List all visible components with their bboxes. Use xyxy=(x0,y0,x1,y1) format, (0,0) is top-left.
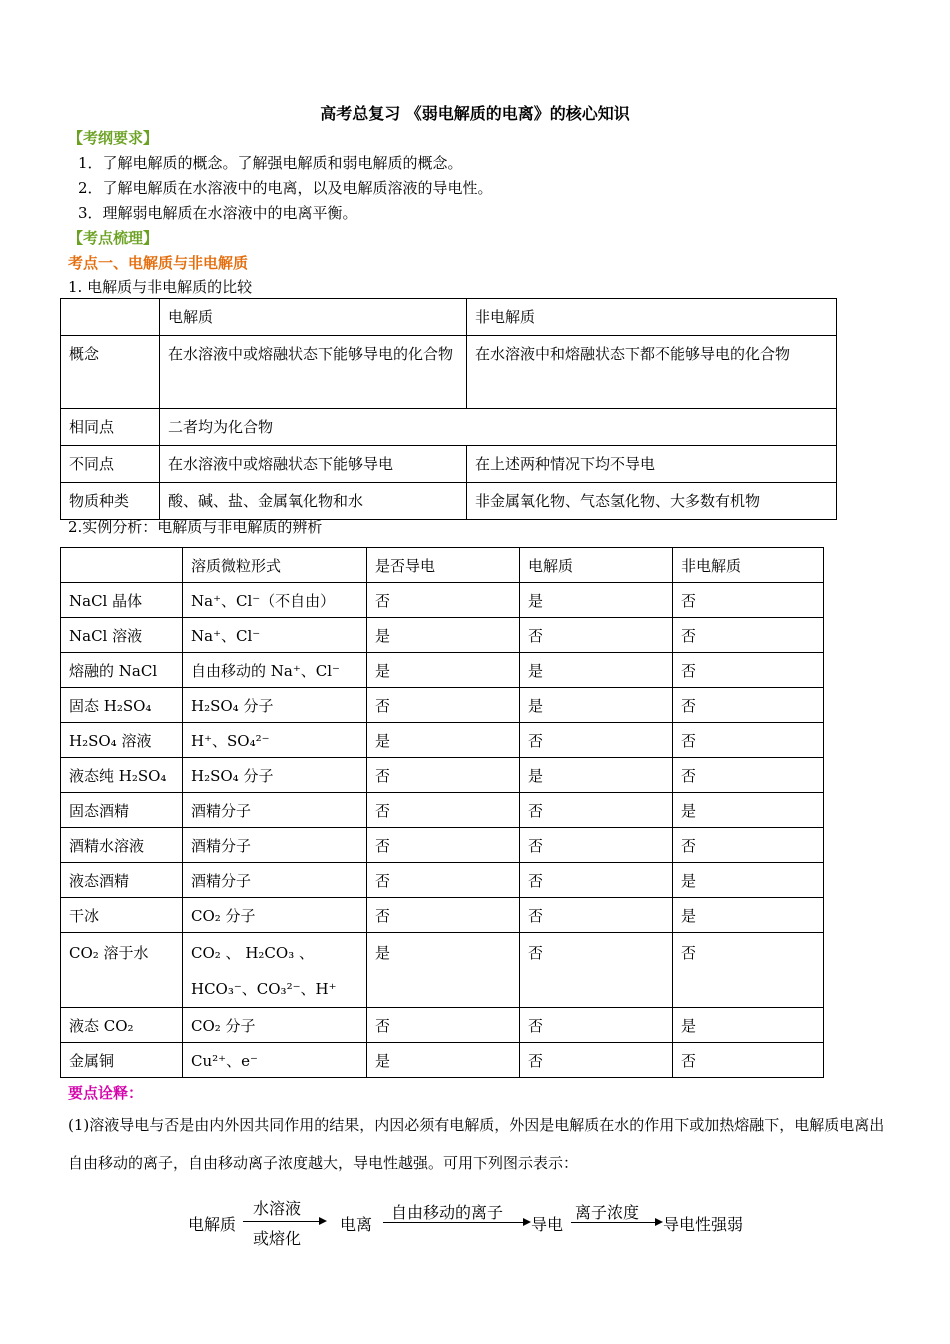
table-cell: 否 xyxy=(673,688,824,723)
table-cell: 是 xyxy=(673,898,824,933)
table-cell: 是 xyxy=(367,723,520,758)
table-cell: 否 xyxy=(673,653,824,688)
row-label: 不同点 xyxy=(61,446,160,483)
table-row xyxy=(61,863,824,898)
table-cell: 否 xyxy=(520,933,673,1008)
row-label: 液态纯 H₂SO₄ xyxy=(61,758,183,793)
table-cell: Na⁺、Cl⁻ xyxy=(183,618,367,653)
table-cell: 否 xyxy=(673,758,824,793)
flow-start: 电解质 xyxy=(188,1215,237,1234)
table-cell: H₂SO₄ 分子 xyxy=(183,758,367,793)
table-cell: CO₂ 分子 xyxy=(183,1008,367,1043)
table-cell: 否 xyxy=(367,1008,520,1043)
table-cell: 否 xyxy=(520,863,673,898)
table-cell: 是 xyxy=(520,583,673,618)
flow-condition-ions: 自由移动的离子 xyxy=(391,1203,504,1222)
table-row xyxy=(61,618,824,653)
table-cell: 否 xyxy=(673,723,824,758)
table-cell: 否 xyxy=(520,793,673,828)
row-label: NaCl 晶体 xyxy=(61,583,183,618)
table-cell: 酸、碱、盐、金属氧化物和水 xyxy=(160,483,467,520)
table-header-cell: 电解质 xyxy=(520,548,673,583)
table-row xyxy=(61,933,824,1008)
topic-heading: 考点一、电解质与非电解质 xyxy=(68,254,249,272)
table-cell: 是 xyxy=(520,758,673,793)
table-cell: 否 xyxy=(367,793,520,828)
table-header-cell: 是否导电 xyxy=(367,548,520,583)
table-row xyxy=(61,793,824,828)
table-cell: 酒精分子 xyxy=(183,793,367,828)
row-label: 相同点 xyxy=(61,409,160,446)
table-cell: 否 xyxy=(520,898,673,933)
flow-condition-bottom: 或熔化 xyxy=(253,1229,302,1248)
table-cell: 否 xyxy=(520,828,673,863)
row-label: 物质种类 xyxy=(61,483,160,520)
table-cell: 酒精分子 xyxy=(183,828,367,863)
table-cell: 是 xyxy=(673,793,824,828)
table-cell: 二者均为化合物 xyxy=(160,409,837,446)
table-cell: 是 xyxy=(673,1008,824,1043)
requirement-item: 1．了解电解质的概念。了解强电解质和弱电解质的概念。 xyxy=(78,154,463,172)
table-cell: Cu²⁺、e⁻ xyxy=(183,1043,367,1078)
table2-caption: 2.实例分析：电解质与非电解质的辨析 xyxy=(68,518,323,536)
table-cell: 否 xyxy=(673,618,824,653)
table-cell: 在水溶液中或熔融状态下能够导电 xyxy=(160,446,467,483)
table-cell: 是 xyxy=(367,933,520,1008)
table-header-cell: 非电解质 xyxy=(673,548,824,583)
flow-arrow xyxy=(243,1221,325,1222)
table-cell: 否 xyxy=(673,933,824,1008)
table-cell: 是 xyxy=(367,618,520,653)
flow-arrow xyxy=(383,1222,529,1223)
table-cell: 在上述两种情况下均不导电 xyxy=(467,446,837,483)
table-cell: 否 xyxy=(367,688,520,723)
row-label: CO₂ 溶于水 xyxy=(61,933,183,1008)
row-label: H₂SO₄ 溶液 xyxy=(61,723,183,758)
row-label: 固态酒精 xyxy=(61,793,183,828)
table-row xyxy=(61,653,824,688)
table-cell: 否 xyxy=(520,1043,673,1078)
table-cell: 否 xyxy=(673,583,824,618)
table-cell: 在水溶液中和熔融状态下都不能够导电的化合物 xyxy=(467,336,837,409)
page-title: 高考总复习 《弱电解质的电离》的核心知识 xyxy=(320,104,630,123)
row-label: 液态酒精 xyxy=(61,863,183,898)
table-row xyxy=(61,1043,824,1078)
table-cell: 否 xyxy=(673,1043,824,1078)
requirement-item: 2．了解电解质在水溶液中的电离，以及电解质溶液的导电性。 xyxy=(78,179,493,197)
table-header-cell xyxy=(61,299,160,336)
conduction-flow-diagram xyxy=(185,1192,785,1252)
table-row xyxy=(61,723,824,758)
table-cell: H⁺、SO₄²⁻ xyxy=(183,723,367,758)
table-cell: 酒精分子 xyxy=(183,863,367,898)
table-row xyxy=(61,898,824,933)
row-label: 熔融的 NaCl xyxy=(61,653,183,688)
table-header-cell: 电解质 xyxy=(160,299,467,336)
points-heading: 【考点梳理】 xyxy=(68,229,159,247)
flow-step-conduct: 导电 xyxy=(531,1215,564,1234)
table-header-cell xyxy=(61,548,183,583)
table-header-cell: 溶质微粒形式 xyxy=(183,548,367,583)
table-cell: 否 xyxy=(367,583,520,618)
table-row xyxy=(61,583,824,618)
table-row xyxy=(61,758,824,793)
table-cell: H₂SO₄ 分子 xyxy=(183,688,367,723)
table1-caption: 1. 电解质与非电解质的比较 xyxy=(68,278,253,296)
comparison-table xyxy=(60,298,837,520)
table-cell: 否 xyxy=(367,898,520,933)
notes-heading: 要点诠释： xyxy=(68,1084,144,1102)
row-label: NaCl 溶液 xyxy=(61,618,183,653)
example-table xyxy=(60,547,824,1078)
row-label: 酒精水溶液 xyxy=(61,828,183,863)
table-cell: 否 xyxy=(367,828,520,863)
row-label: 固态 H₂SO₄ xyxy=(61,688,183,723)
table-header-cell: 非电解质 xyxy=(467,299,837,336)
table-cell: 否 xyxy=(367,863,520,898)
flow-arrow xyxy=(571,1222,661,1223)
table-cell: 否 xyxy=(520,1008,673,1043)
table-cell: 是 xyxy=(673,863,824,898)
table-cell: 否 xyxy=(367,758,520,793)
requirements-heading: 【考纲要求】 xyxy=(68,129,159,147)
table-cell: CO₂ 、 H₂CO₃ 、 HCO₃⁻、CO₃²⁻、H⁺ xyxy=(183,933,367,1008)
table-cell: 是 xyxy=(367,653,520,688)
flow-step-ionize: 电离 xyxy=(340,1215,373,1234)
table-cell: 否 xyxy=(673,828,824,863)
table-cell: 否 xyxy=(520,723,673,758)
requirement-item: 3．理解弱电解质在水溶液中的电离平衡。 xyxy=(78,204,358,222)
row-label: 金属铜 xyxy=(61,1043,183,1078)
table-cell: 非金属氧化物、气态氢化物、大多数有机物 xyxy=(467,483,837,520)
table-row xyxy=(61,828,824,863)
flow-end: 导电性强弱 xyxy=(663,1215,744,1234)
table-cell: CO₂ 分子 xyxy=(183,898,367,933)
row-label: 概念 xyxy=(61,336,160,409)
note-paragraph: (1)溶液导电与否是由内外因共同作用的结果，内因必须有电解质，外因是电解质在水的作用下或加热熔融下，电解质电离出自由移动的离子，自由移动离子浓度越大，导电性越强。可用下列图示表示： xyxy=(68,1116,885,1172)
table-cell: 在水溶液中或熔融状态下能够导电的化合物 xyxy=(160,336,467,409)
table-cell: 否 xyxy=(520,618,673,653)
table-cell: 是 xyxy=(367,1043,520,1078)
table-cell: 自由移动的 Na⁺、Cl⁻ xyxy=(183,653,367,688)
row-label: 液态 CO₂ xyxy=(61,1008,183,1043)
table-cell: Na⁺、Cl⁻（不自由） xyxy=(183,583,367,618)
row-label: 干冰 xyxy=(61,898,183,933)
table-cell: 是 xyxy=(520,653,673,688)
flow-condition-top: 水溶液 xyxy=(253,1199,302,1218)
table-cell: 是 xyxy=(520,688,673,723)
table-row xyxy=(61,688,824,723)
flow-condition-concentration: 离子浓度 xyxy=(575,1203,640,1222)
table-row xyxy=(61,1008,824,1043)
